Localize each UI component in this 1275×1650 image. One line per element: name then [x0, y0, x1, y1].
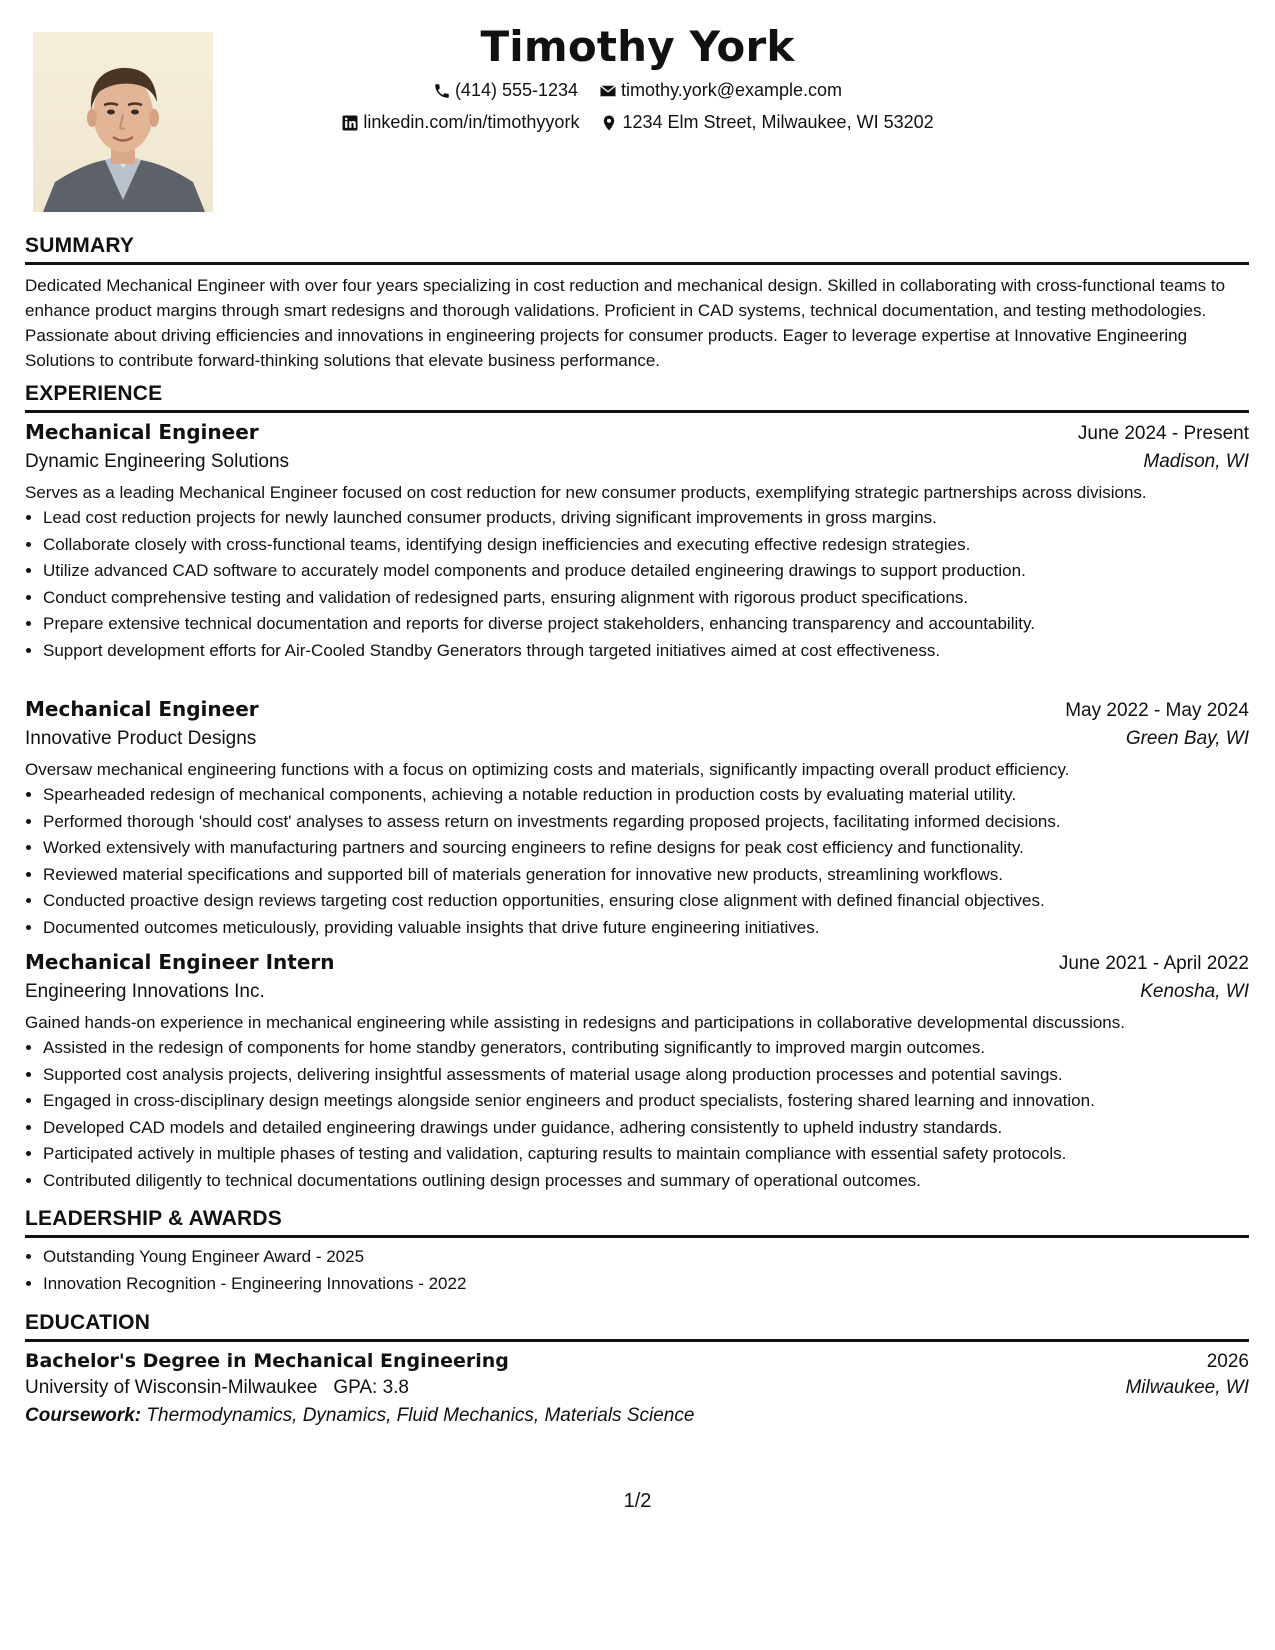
job-bullets: [25, 782, 1249, 941]
awards-list: [25, 1244, 1249, 1297]
education-heading: EDUCATION: [25, 1311, 1249, 1342]
graduation-year: 2026: [1206, 1351, 1249, 1372]
list-item: • Prepare extensive technical documentation and reports for diverse project stakeholders, enhancing transparency and accountability.: [43, 611, 1249, 638]
school-name: University of Wisconsin-Milwaukee: [25, 1377, 318, 1398]
list-item: • Support development efforts for Air-Cooled Standby Generators through targeted initiatives aimed at cost effectiveness.: [43, 638, 1249, 665]
list-item: • Lead cost reduction projects for newly launched consumer products, driving significant improvements in gross margins.: [43, 505, 1249, 532]
company-name: Innovative Product Designs: [25, 728, 257, 749]
envelope-icon: [599, 82, 617, 100]
list-item: • Developed CAD models and detailed engineering drawings under guidance, adhering consistently to upheld industry standards.: [43, 1115, 1249, 1142]
job-dates: May 2022 - May 2024: [1065, 700, 1249, 721]
company-name: Dynamic Engineering Solutions: [25, 451, 290, 472]
experience-section: [25, 382, 1249, 413]
job-location: Green Bay, WI: [1125, 728, 1249, 749]
phone-icon: [433, 82, 451, 100]
list-item: • Conduct comprehensive testing and validation of redesigned parts, ensuring alignment with rigorous product specifications.: [43, 585, 1249, 612]
list-item: • Outstanding Young Engineer Award - 2025: [43, 1244, 1249, 1271]
list-item: • Conducted proactive design reviews targeting cost reduction opportunities, ensuring close alignment with defined financial objectives.: [43, 888, 1249, 915]
candidate-name: Timothy York: [480, 22, 795, 71]
linkedin-contact: [341, 112, 579, 133]
job-entry: [25, 420, 1249, 664]
list-item: • Engaged in cross-disciplinary design meetings alongside senior engineers and product specialists, fostering shared learning and innovation.: [43, 1088, 1249, 1115]
list-item: • Assisted in the redesign of components for home standby generators, contributing significantly to improved margin outcomes.: [43, 1035, 1249, 1062]
email-address[interactable]: timothy.york@example.com: [621, 80, 843, 100]
gpa: GPA: 3.8: [333, 1377, 409, 1398]
job-description: Gained hands-on experience in mechanical engineering while assisting in redesigns and participations in collaborative developmental discussions.: [25, 1013, 1125, 1032]
school-location: Milwaukee, WI: [1125, 1377, 1249, 1398]
job-entry: [25, 697, 1249, 941]
job-location: Madison, WI: [1143, 451, 1249, 472]
experience-heading: EXPERIENCE: [25, 382, 1249, 413]
job-dates: June 2021 - April 2022: [1058, 953, 1249, 974]
job-entry: [25, 950, 1249, 1194]
list-item: • Worked extensively with manufacturing partners and sourcing engineers to refine designs for peak cost efficiency and functionality.: [43, 835, 1249, 862]
leadership-heading: LEADERSHIP & AWARDS: [25, 1207, 1249, 1238]
phone-number[interactable]: (414) 555-1234: [454, 80, 579, 100]
list-item: • Documented outcomes meticulously, providing valuable insights that drive future engineering initiatives.: [43, 915, 1249, 942]
list-item: • Innovation Recognition - Engineering Innovations - 2022: [43, 1271, 1249, 1298]
phone-contact: [433, 80, 578, 101]
job-dates: June 2024 - Present: [1077, 423, 1249, 444]
job-bullets: [25, 1035, 1249, 1194]
address-contact: [600, 112, 933, 133]
coursework-list: Thermodynamics, Dynamics, Fluid Mechanics, Materials Science: [146, 1405, 695, 1426]
list-item: • Performed thorough 'should cost' analyses to assess return on investments regarding proposed projects, facilitating informed decisions.: [43, 809, 1249, 836]
job-location: Kenosha, WI: [1140, 981, 1249, 1002]
summary-heading: SUMMARY: [25, 234, 1249, 265]
school-line: [25, 1377, 409, 1399]
job-title: Mechanical Engineer: [25, 420, 259, 444]
linkedin-url[interactable]: linkedin.com/in/timothyyork: [363, 112, 580, 132]
job-bullets: [25, 505, 1249, 664]
street-address: 1234 Elm Street, Milwaukee, WI 53202: [622, 112, 934, 132]
list-item: • Utilize advanced CAD software to accurately model components and produce detailed engineering drawings to support production.: [43, 558, 1249, 585]
summary-section: [25, 234, 1249, 373]
list-item: • Participated actively in multiple phases of testing and validation, capturing results to maintain compliance with essential safety protocols.: [43, 1141, 1249, 1168]
list-item: • Contributed diligently to technical documentations outlining design processes and summary of operational outcomes.: [43, 1168, 1249, 1195]
list-item: • Collaborate closely with cross-functional teams, identifying design inefficiencies and executing effective redesign strategies.: [43, 532, 1249, 559]
email-contact: [599, 80, 842, 101]
contact-line-2: [0, 112, 1275, 137]
list-item: • Reviewed material specifications and supported bill of materials generation for innovative new products, streamlining workflows.: [43, 862, 1249, 889]
linkedin-icon: [341, 114, 359, 132]
education-section: [25, 1311, 1249, 1427]
coursework-line: [25, 1405, 1249, 1427]
list-item: • Supported cost analysis projects, delivering insightful assessments of material usage along production processes and potential savings.: [43, 1062, 1249, 1089]
job-description: Oversaw mechanical engineering functions with a focus on optimizing costs and materials, significantly impacting overall product efficiency.: [25, 760, 1070, 779]
job-title: Mechanical Engineer: [25, 697, 259, 721]
job-title: Mechanical Engineer Intern: [25, 950, 335, 974]
contact-line-1: [0, 80, 1275, 105]
page-number: 1/2: [623, 1490, 652, 1512]
coursework-label: Coursework:: [25, 1405, 142, 1426]
map-pin-icon: [600, 114, 618, 132]
summary-text: Dedicated Mechanical Engineer with over four years specializing in cost reduction and mechanical design. Skilled in collaborating with cross-functional teams to enhance product margins through smart redesigns and thorough validations. Proficient in CAD systems, technical documentation, and testing methodologies. Passionate about driving efficiencies and innovations in engineering projects for consumer products. Eager to leverage expertise at Innovative Engineering Solutions to contribute forward-thinking solutions that elevate business performance.: [25, 276, 1226, 370]
list-item: • Spearheaded redesign of mechanical components, achieving a notable reduction in production costs by evaluating material utility.: [43, 782, 1249, 809]
company-name: Engineering Innovations Inc.: [25, 981, 265, 1002]
job-description: Serves as a leading Mechanical Engineer focused on cost reduction for new consumer products, exemplifying strategic partnerships across divisions.: [25, 483, 1147, 502]
leadership-section: [25, 1207, 1249, 1297]
degree-title: Bachelor's Degree in Mechanical Engineering: [25, 1350, 509, 1372]
